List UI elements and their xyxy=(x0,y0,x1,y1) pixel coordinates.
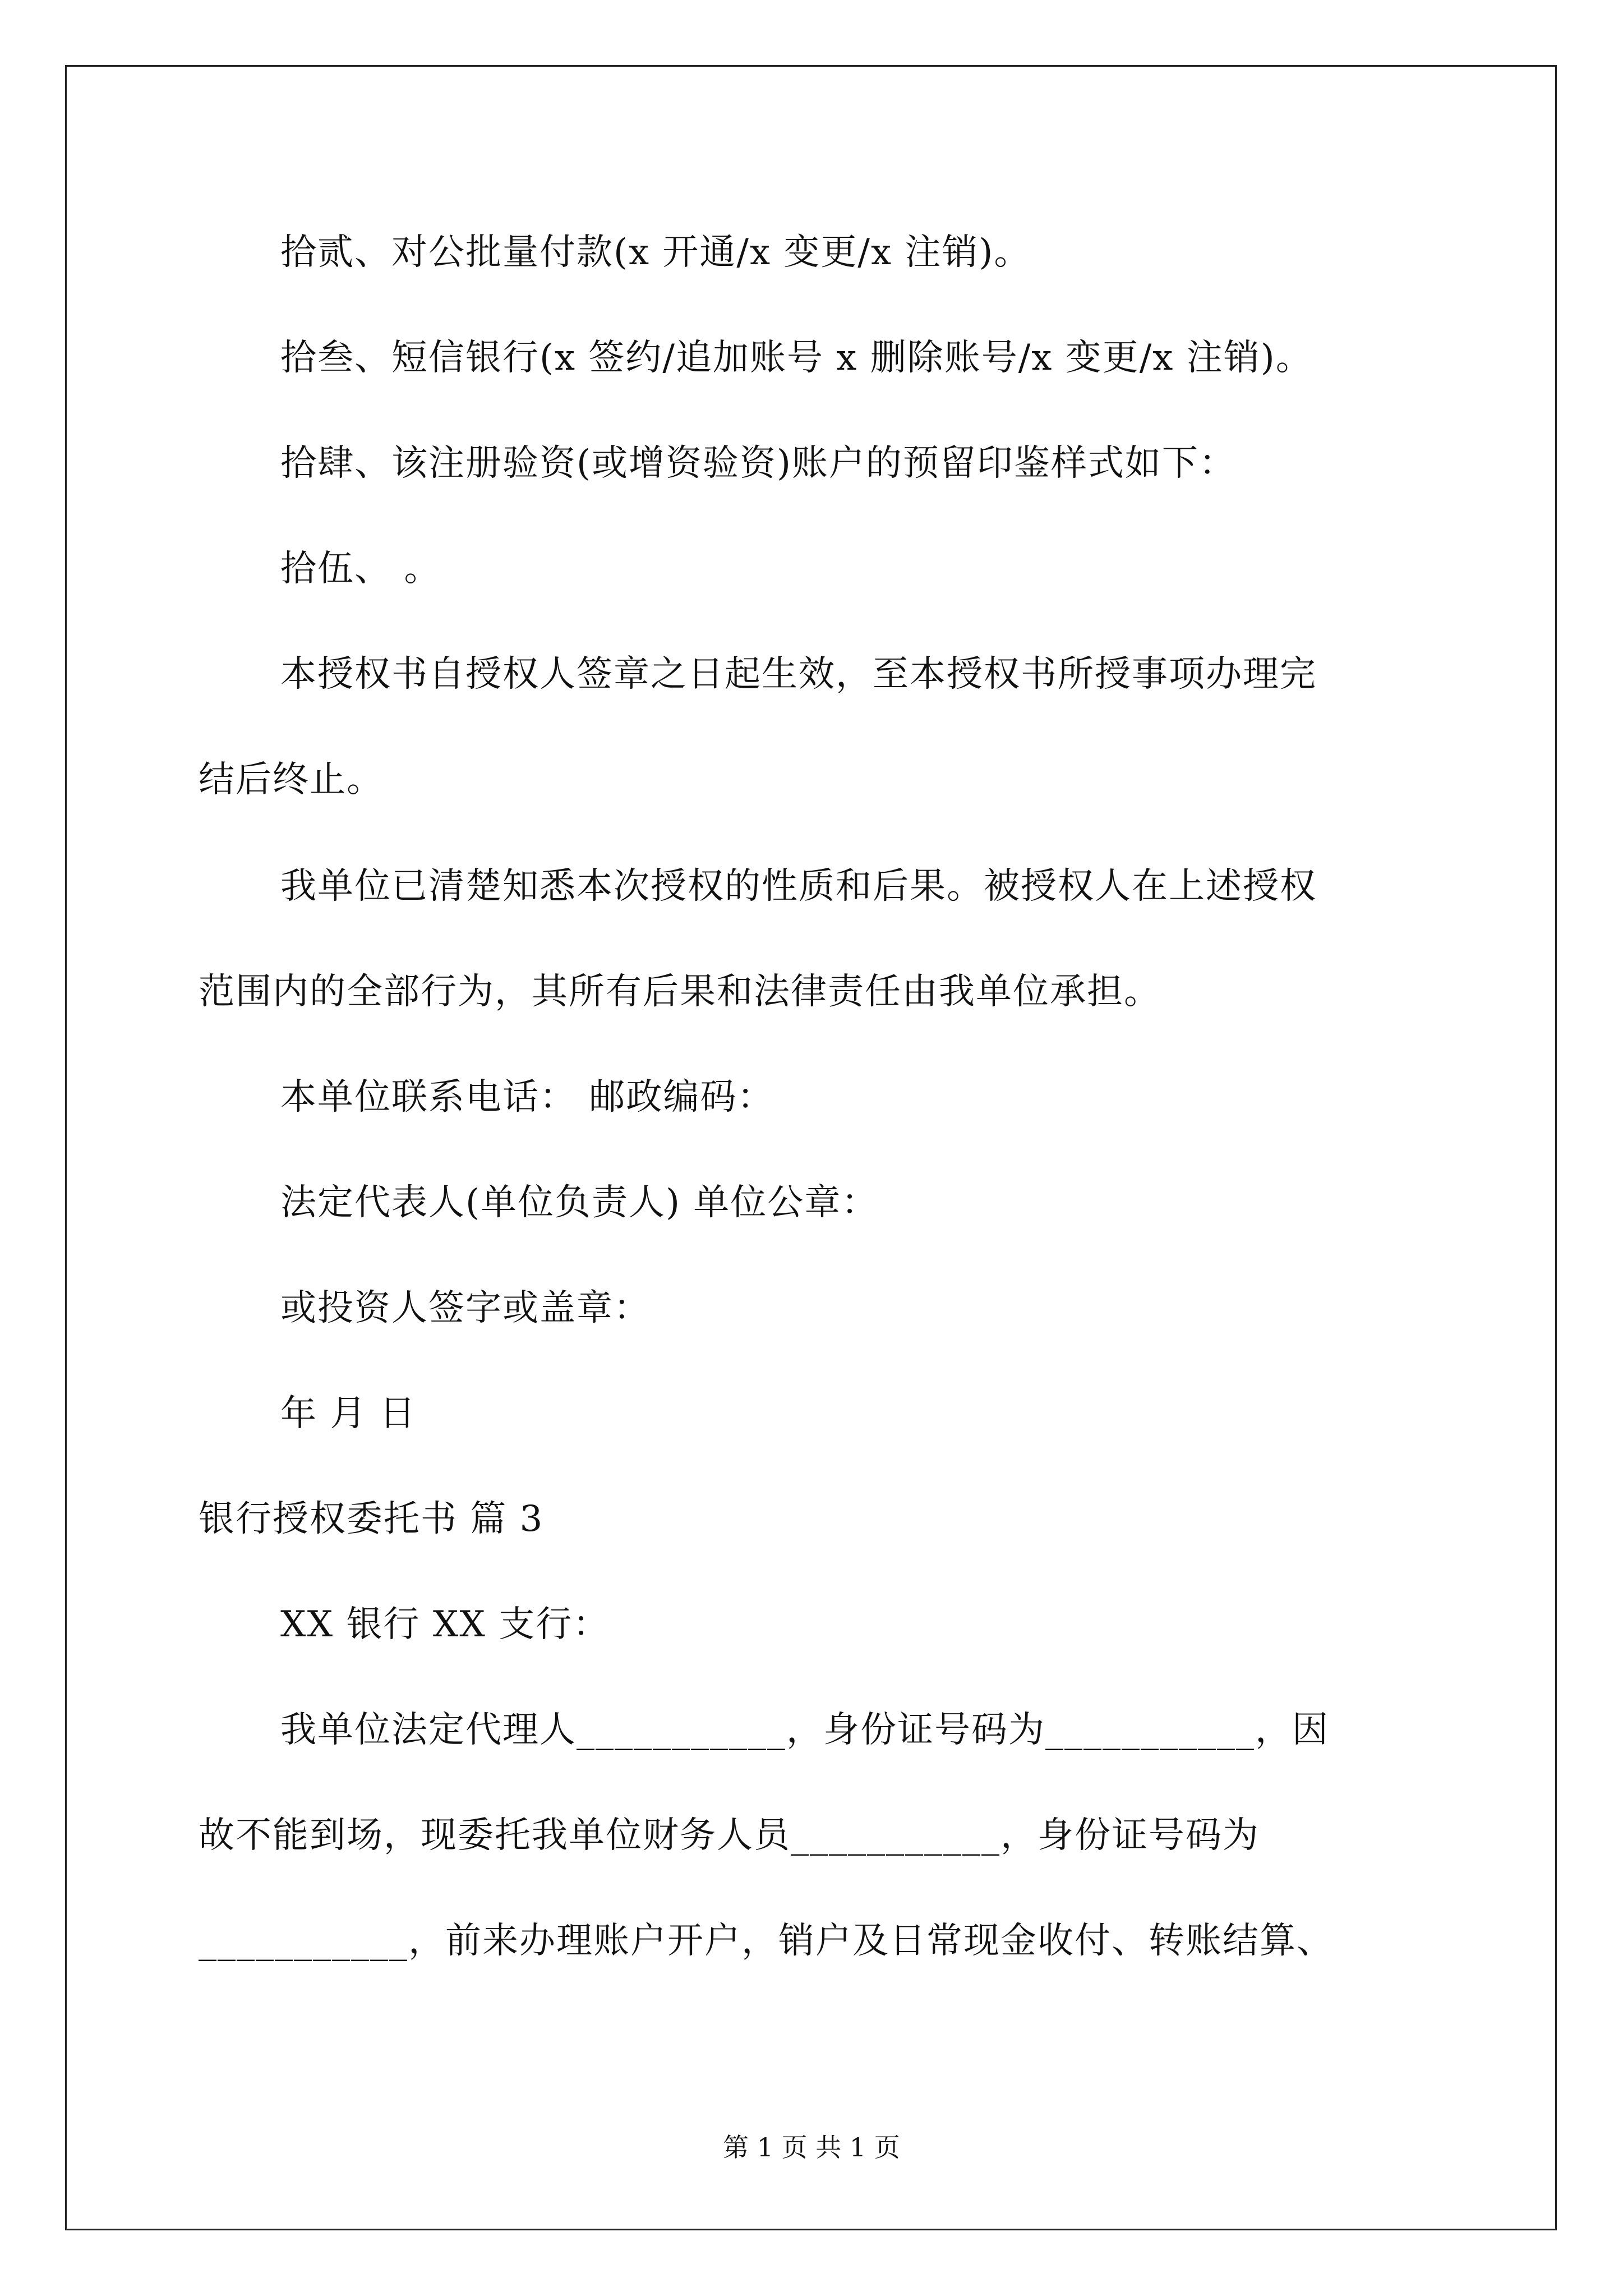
paragraph-line: 本授权书自授权人签章之日起生效，至本授权书所授事项办理完 xyxy=(280,654,1317,695)
paragraph-line: 法定代表人(单位负责人) 单位公章： xyxy=(280,1182,879,1223)
paragraph-line: 拾伍、 。 xyxy=(280,548,441,590)
page-footer: 第 1 页 共 1 页 xyxy=(723,2132,900,2162)
paragraph-line: 故不能到场，现委托我单位财务人员___________，身份证号码为 xyxy=(199,1815,1260,1856)
paragraph-line: 结后终止。 xyxy=(199,759,384,800)
paragraph-line: 我单位已清楚知悉本次授权的性质和后果。被授权人在上述授权 xyxy=(280,866,1317,907)
paragraph-line: 年 月 日 xyxy=(280,1393,417,1434)
paragraph-line: 本单位联系电话： 邮政编码： xyxy=(280,1076,774,1118)
paragraph-line: ___________，前来办理账户开户，销户及日常现金收付、转账结算、 xyxy=(199,1920,1334,1962)
paragraph-line: 拾肆、该注册验资(或增资验资)账户的预留印鉴样式如下： xyxy=(280,443,1236,484)
paragraph-line: XX 银行 XX 支行： xyxy=(280,1604,610,1645)
page-border xyxy=(65,65,1557,2230)
paragraph-line: 范围内的全部行为，其所有后果和法律责任由我单位承担。 xyxy=(199,971,1161,1013)
paragraph-line: 或投资人签字或盖章： xyxy=(280,1287,651,1329)
section-heading: 银行授权委托书 篇 3 xyxy=(199,1498,544,1540)
paragraph-line: 拾叁、短信银行(x 签约/追加账号 x 删除账号/x 变更/x 注销)。 xyxy=(280,337,1313,379)
paragraph-line: 拾贰、对公批量付款(x 开通/x 变更/x 注销)。 xyxy=(280,232,1031,273)
paragraph-line: 我单位法定代理人___________，身份证号码为___________，因 xyxy=(280,1709,1329,1751)
